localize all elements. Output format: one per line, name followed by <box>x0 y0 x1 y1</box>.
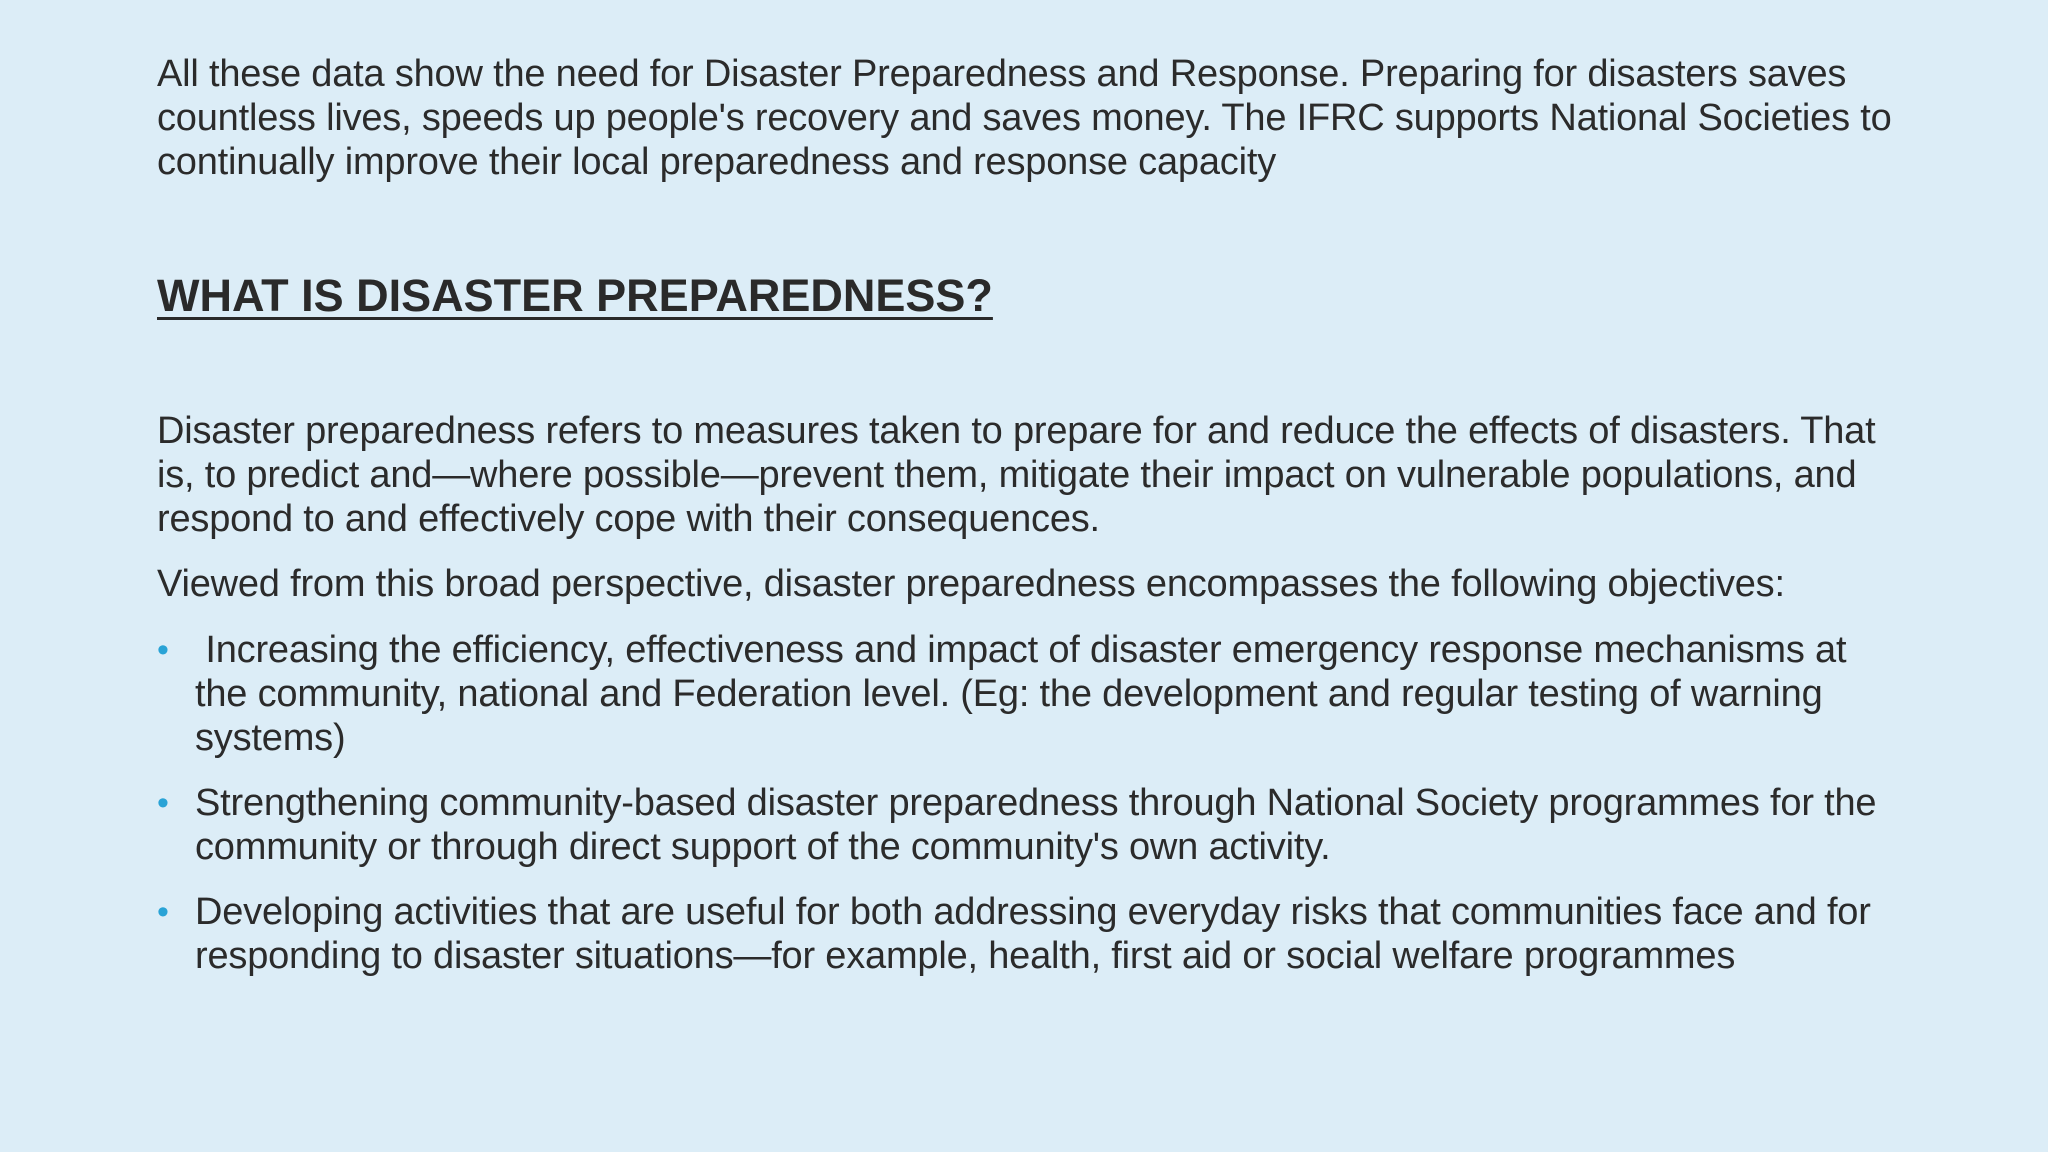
definition-paragraph: Disaster preparedness refers to measures taken to prepare for and reduce the effects of disasters. That is, to predict and—where possible—prevent them, mitigate their impact on vulnerable populations, and respond to and effectively cope with their consequences. <box>157 410 1876 540</box>
objectives-list <box>157 628 1897 999</box>
section-heading: WHAT IS DISASTER PREPAREDNESS? <box>157 270 993 321</box>
objective-text: Increasing the efficiency, effectiveness and impact of disaster emergency response mechanisms at the community, national and Federation level. (Eg: the development and regular testing of warning systems) <box>195 629 1857 759</box>
bullet-icon: • <box>157 631 169 669</box>
list-item <box>157 890 1897 978</box>
bullet-icon: • <box>157 784 169 822</box>
bullet-icon: • <box>157 893 169 931</box>
slide-content <box>157 52 1897 977</box>
intro-paragraph: All these data show the need for Disaster Preparedness and Response. Preparing for disasters saves countless lives, speeds up people's recovery and saves money. The IFRC supports National Societies to continually improve their local preparedness and response capacity <box>157 53 1892 183</box>
objectives-intro: Viewed from this broad perspective, disaster preparedness encompasses the following objectives: <box>157 563 1785 605</box>
list-item <box>157 628 1897 760</box>
list-item <box>157 781 1897 869</box>
objective-text: Strengthening community-based disaster preparedness through National Society programmes for the community or through direct support of the community's own activity. <box>195 782 1877 868</box>
objective-text: Developing activities that are useful for both addressing everyday risks that communities face and for responding to disaster situations—for example, health, first aid or social welfare programmes <box>195 891 1871 977</box>
